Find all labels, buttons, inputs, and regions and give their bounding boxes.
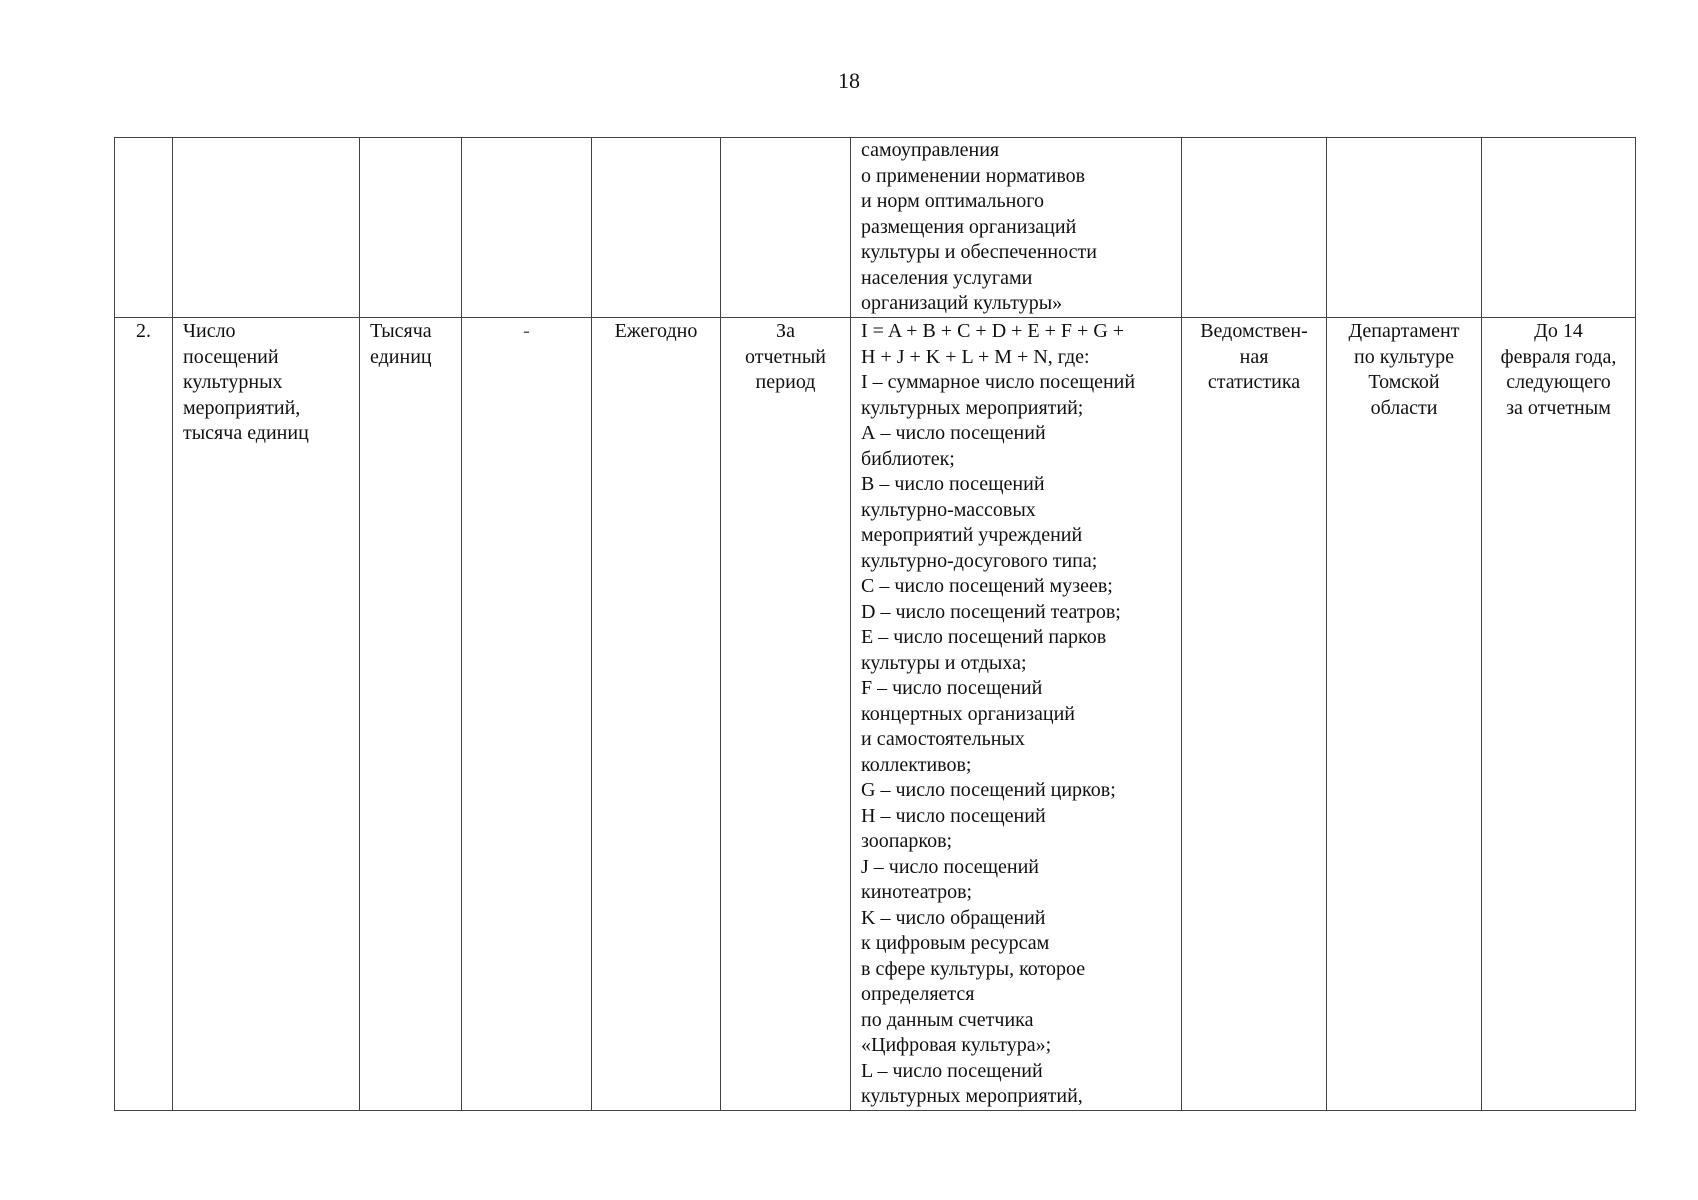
method-line: культурных мероприятий;: [861, 396, 1084, 419]
method-line: и норм оптимального: [861, 190, 1044, 212]
method-line: G – число посещений цирков;: [861, 779, 1116, 801]
row-number: 2.: [115, 318, 173, 1111]
method-line: по данным счетчика: [861, 1008, 1034, 1031]
unit-line: единиц: [370, 345, 432, 368]
method-line: I = A + B + C + D + E + F + G +: [861, 320, 1125, 342]
method-line: библиотек;: [861, 447, 955, 470]
method-line: о применении нормативов: [861, 164, 1086, 187]
method-line: населения услугами: [861, 266, 1033, 289]
method-line: концертных организаций: [861, 702, 1075, 725]
deadline: [1482, 318, 1636, 1111]
method-line: С – число посещений музеев;: [861, 575, 1113, 597]
method-line: самоуправления: [861, 139, 1000, 161]
cell-source: [1182, 138, 1327, 318]
method-line: культурных мероприятий,: [861, 1085, 1083, 1107]
indicator-line: культурных: [183, 371, 283, 393]
method-line: А – число посещений: [861, 422, 1046, 444]
responsible-line: Департамент: [1348, 320, 1460, 342]
cell-deadline: [1482, 138, 1636, 318]
cell-period: [721, 138, 851, 318]
definition-cell: [462, 318, 592, 1111]
responsible-line: по культуре: [1354, 345, 1454, 368]
indicator-line: тысяча единиц: [183, 422, 309, 444]
indicator-line: мероприятий,: [183, 396, 301, 419]
unit-of-measure: [360, 318, 462, 1111]
deadline-line: До 14: [1534, 320, 1583, 342]
cell-definition: [462, 138, 592, 318]
definition-dash: -: [523, 320, 530, 342]
method-line: и самостоятельных: [861, 728, 1025, 750]
periodicity-text: Ежегодно: [614, 320, 698, 342]
table-row-continuation: [115, 138, 1636, 318]
method-line: H + J + K + L + M + N, где:: [861, 345, 1090, 368]
method-line: Е – число посещений парков: [861, 626, 1107, 648]
cell-method: [851, 138, 1182, 318]
page-number: 18: [838, 68, 860, 93]
indicator-name: [173, 318, 360, 1111]
deadline-line: за отчетным: [1506, 396, 1611, 419]
method-line: культуры и обеспеченности: [861, 241, 1097, 263]
cell-periodicity: [592, 138, 721, 318]
indicator-line: посещений: [183, 345, 279, 368]
data-source: [1182, 318, 1327, 1111]
periodicity-cell: [592, 318, 721, 1111]
source-line: ная: [1239, 345, 1269, 368]
period-cell: [721, 318, 851, 1111]
responsible-line: Томской: [1368, 371, 1440, 393]
method-line: мероприятий учреждений: [861, 524, 1083, 546]
method-line: J – число посещений: [861, 855, 1039, 878]
method-line: культурно-массовых: [861, 498, 1036, 521]
method-line: культуры и отдыха;: [861, 651, 1027, 674]
method-line: зоопарков;: [861, 830, 953, 852]
deadline-line: следующего: [1506, 371, 1611, 393]
method-line: D – число посещений театров;: [861, 600, 1121, 623]
method-line: организаций культуры»: [861, 292, 1063, 314]
method-line: коллективов;: [861, 753, 972, 776]
method-line: размещения организаций: [861, 215, 1077, 238]
method-line: «Цифровая культура»;: [861, 1034, 1052, 1056]
method-line: в сфере культуры, которое: [861, 957, 1086, 980]
indicators-table: [114, 137, 1636, 1111]
method-line: I – суммарное число посещений: [861, 371, 1136, 393]
method-line: определяется: [861, 983, 975, 1005]
responsible-line: области: [1370, 396, 1438, 419]
deadline-line: февраля года,: [1500, 345, 1617, 368]
indicator-line: Число: [183, 320, 236, 342]
cell-unit: [360, 138, 462, 318]
period-line: За: [776, 320, 795, 342]
method-line: L – число посещений: [861, 1059, 1043, 1082]
source-line: Ведомствен-: [1200, 320, 1308, 342]
method-line: Н – число посещений: [861, 804, 1046, 827]
table-row-2: [115, 318, 1636, 1111]
method-line: В – число посещений: [861, 473, 1045, 495]
method-line: K – число обращений: [861, 906, 1046, 929]
period-line: отчетный: [745, 345, 826, 368]
calculation-method: [851, 318, 1182, 1111]
method-line: культурно-досугового типа;: [861, 549, 1098, 572]
source-line: статистика: [1207, 371, 1301, 393]
unit-line: Тысяча: [370, 320, 432, 342]
period-line: период: [755, 371, 816, 393]
responsible-body: [1327, 318, 1482, 1111]
cell-responsible: [1327, 138, 1482, 318]
method-line: кинотеатров;: [861, 881, 973, 903]
method-line: F – число посещений: [861, 677, 1043, 699]
cell-indicator: [173, 138, 360, 318]
cell-number: [115, 138, 173, 318]
method-line: к цифровым ресурсам: [861, 932, 1050, 954]
